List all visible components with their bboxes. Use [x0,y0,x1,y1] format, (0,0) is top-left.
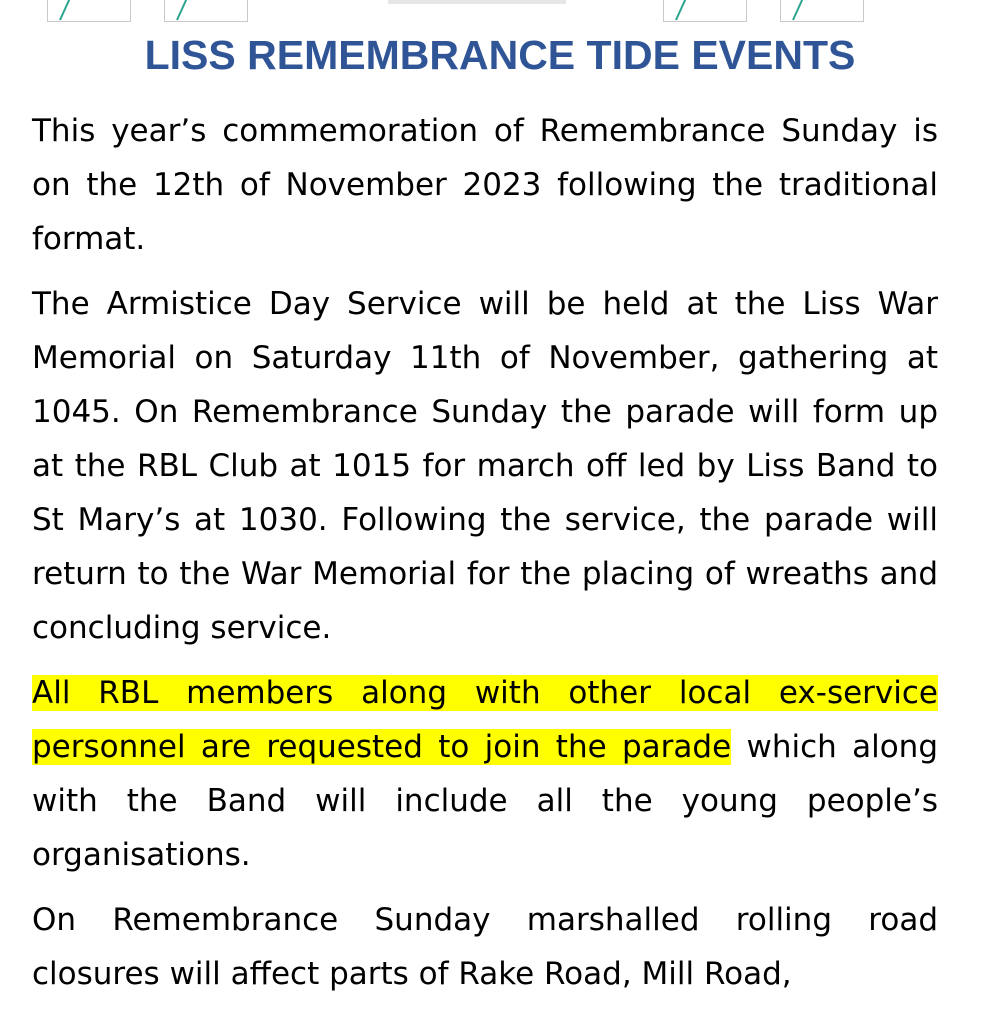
page-title: LISS REMEMBRANCE TIDE EVENTS [144,32,856,78]
paragraph-text: which along with the Band will include all the young people’s organisations. [32,729,938,873]
paragraph-parade-request [32,666,938,882]
highlighted-text: All RBL members along with other local ex-service personnel are requested to join the parade [32,675,938,765]
header-decoration [0,0,1000,24]
decorative-frame-icon [663,0,747,22]
decorative-frame-icon [47,0,131,22]
decorative-frame-icon [780,0,864,22]
decorative-frame-icon [164,0,248,22]
paragraph-date: This year’s commemoration of Remembrance Sunday is on the 12th of November 2023 following the traditional format. [32,113,938,257]
paragraph-road-closures: On Remembrance Sunday marshalled rolling road closures will affect parts of Rake Road, Mill Road, [32,902,938,992]
decorative-bar [388,0,566,4]
paragraph-schedule: The Armistice Day Service will be held at the Liss War Memorial on Saturday 11th of November, gathering at 1045. On Remembrance Sunday the parade will form up at the RBL Club at 1015 for march off led by Liss Band to St Mary’s at 1030. Following the service, the parade will return to the War Memorial for the placing of wreaths and concluding service. [32,286,938,646]
document-body [32,104,938,1012]
